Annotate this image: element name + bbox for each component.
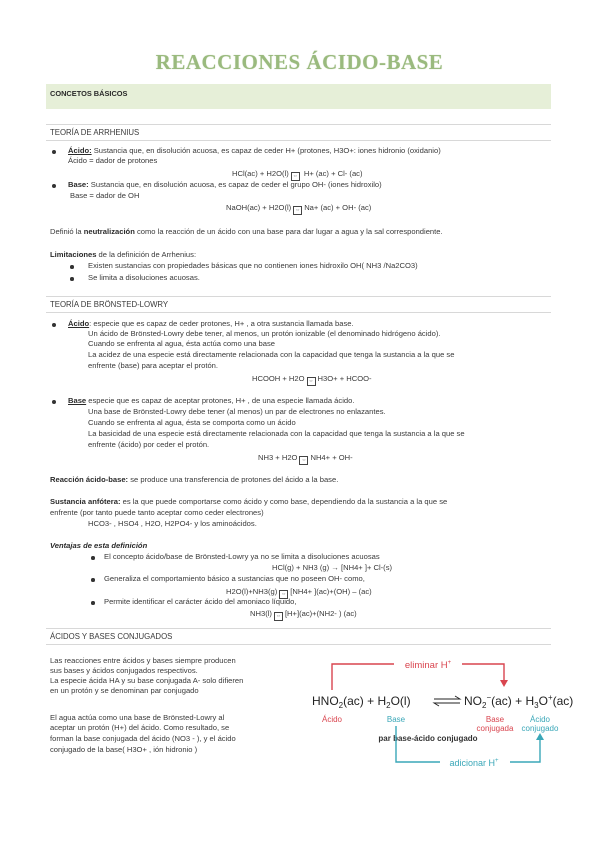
bronsted-acid-line: Cuando se enfrenta al agua, ésta actúa como una base — [88, 339, 276, 348]
bullet-icon — [52, 323, 56, 327]
label-base-conjugada-1: Base — [485, 715, 505, 724]
bronsted-acid-line: Un ácido de Brönsted-Lowry debe tener, al menos, un protón ionizable (el denominado hidrógeno ácido). — [88, 329, 441, 338]
label-base: Base — [386, 715, 406, 724]
arrhenius-base-line2: Base = dador de OH — [70, 191, 140, 200]
bronsted-base-line: enfrente (ácido) por ceder el protón. — [88, 440, 210, 449]
advantage-item: Generaliza el comportamiento básico a sustancias que no poseen OH- como, — [104, 574, 365, 583]
advantage-item: El concepto ácido/base de Brönsted-Lowry ya no se limita a disoluciones acuosas — [104, 552, 380, 561]
bullet-icon — [70, 277, 74, 281]
advantage-equation: H2O(l)+NH3(g) ⇔ [NH4+ ](ac)+(OH) – (ac) — [226, 587, 372, 597]
label-par-conjugado: par base-ácido conjugado — [378, 734, 478, 743]
label-acido-conjugado-1: Ácido — [529, 715, 551, 724]
label-base-conjugada-2: conjugada — [476, 724, 514, 733]
add-proton-label: adicionar H+ — [449, 758, 499, 768]
remove-proton-label: eliminar H+ — [404, 660, 452, 671]
page-title: REACCIONES ÁCIDO-BASE — [155, 50, 444, 74]
water-paragraph-line: aceptar un protón (H+) del ácido. Como resultado, se — [50, 723, 230, 732]
water-paragraph-line: forman la base conjugada del ácido (NO3 - ), y el ácido — [50, 734, 236, 743]
equilibrium-arrow-icon — [434, 696, 460, 706]
arrhenius-limitations: Limitaciones de la definición de Arrhenius: — [50, 250, 197, 259]
conjugate-paragraph-line: Las reacciones entre ácidos y bases siempre producen — [50, 656, 236, 665]
water-paragraph-line: conjugado de la base( H3O+ , ión hidronio ) — [50, 745, 198, 754]
bullet-icon — [91, 601, 95, 605]
amphoteric-def: Sustancia anfótera: es la que puede comportarse como ácido y como base, dependiendo da la sustancia a la que se — [50, 497, 448, 506]
arrow-head-icon — [536, 733, 544, 740]
limitation-item: Se limita a disoluciones acuosas. — [88, 273, 200, 282]
bronsted-acid-line: La acidez de una especie está directamente relacionada con la capacidad que tenga la sustancia a la que se — [88, 350, 455, 359]
advantages-heading: Ventajas de esta definición — [50, 541, 148, 550]
conjugate-paragraph-line: sus bases y ácidos conjugados respectivos. — [50, 666, 198, 675]
advantage-equation: HCl(g) + NH3 (g) → [NH4+ ]+ Cl-(s) — [272, 563, 393, 572]
section-conceptos-title: CONCETOS BÁSICOS — [50, 89, 128, 98]
equilibrium-arrow-icon: ⇔ — [295, 207, 301, 213]
bronsted-base-line: Cuando se enfrenta al agua, ésta se comporta como un ácido — [88, 418, 296, 427]
divider — [46, 312, 551, 313]
water-paragraph-line: El agua actúa como una base de Brönsted-Lowry al — [50, 713, 225, 722]
divider — [46, 644, 551, 645]
arrhenius-acid-line2: Ácido = dador de protones — [68, 156, 158, 165]
bronsted-acid-line: enfrente (base) para aceptar el protón. — [88, 361, 219, 370]
bullet-icon — [52, 400, 56, 404]
bronsted-acid-equation: HCOOH + H2O ⇔ H3O+ + HCOO- — [252, 374, 372, 384]
arrhenius-base-equation: NaOH(ac) + H2O(l) ⇔ Na+ (ac) + OH- (ac) — [226, 203, 372, 213]
section-conjugados-title: ÁCIDOS Y BASES CONJUGADOS — [50, 632, 173, 641]
label-acido-conjugado-2: conjugado — [521, 724, 559, 733]
bronsted-base-line: La basicidad de una especie está directamente relacionada con la capacidad que tenga la sustancia a la que se — [88, 429, 465, 438]
arrow-head-icon — [500, 680, 508, 687]
conjugate-equation — [312, 693, 573, 710]
amphoteric-line2: enfrente (por tanto puede tanto aceptar como ceder electrones) — [50, 508, 264, 517]
bullet-icon — [91, 556, 95, 560]
conjugate-paragraph-line: en un protón y se denominan par conjugado — [50, 686, 199, 695]
arrhenius-acid-equation: HCl(ac) + H2O(l) ⇔ H+ (ac) + Cl- (ac) — [232, 169, 363, 179]
divider — [46, 140, 551, 141]
bullet-icon — [52, 184, 56, 188]
equilibrium-arrow-icon: ⇔ — [275, 613, 281, 619]
advantage-equation: NH3(l) ⇔ [H+](ac)+(NH2- ) (ac) — [250, 609, 357, 619]
equilibrium-arrow-icon: ⇔ — [301, 457, 307, 463]
divider — [46, 124, 551, 125]
amphoteric-examples: HCO3- , HSO4 , H2O, H2PO4- y los aminoácidos. — [88, 519, 257, 528]
bronsted-base-line: Una base de Brönsted-Lowry debe tener (al menos) un par de electrones no enlazantes. — [88, 407, 386, 416]
divider — [46, 296, 551, 297]
bronsted-base-equation: NH3 + H2O ⇔ NH4+ + OH- — [258, 453, 353, 463]
equilibrium-arrow-icon: ⇔ — [308, 378, 314, 384]
bronsted-acid-def: Ácido: especie que es capaz de ceder protones, H+ , a otra sustancia llamada base. — [68, 319, 354, 328]
bullet-icon — [91, 578, 95, 582]
arrhenius-base-def: Base: Sustancia que, en disolución acuosa, es capaz de ceder el grupo OH- (iones hidroxilo) — [68, 180, 382, 189]
label-acido: Ácido — [321, 715, 343, 724]
bullet-icon — [70, 265, 74, 269]
bullet-icon — [52, 150, 56, 154]
equilibrium-arrow-icon: ⇔ — [281, 591, 287, 597]
bronsted-base-def: Base especie que es capaz de aceptar protones, H+ , de una especie llamada ácido. — [68, 396, 355, 405]
acid-base-reaction-def: Reacción ácido-base: se produce una transferencia de protones del ácido a la base. — [50, 475, 339, 484]
equation-left: $HNO_2(ac) + H_2O(l)$ — [312, 694, 411, 710]
section-bronsted-title: TEORÍA DE BRÖNSTED-LOWRY — [50, 300, 169, 309]
advantage-item: Permite identificar el carácter ácido del amoniaco líquido, — [104, 597, 297, 606]
section-arrhenius-title: TEORÍA DE ARRHENIUS — [50, 128, 140, 137]
arrhenius-acid-def: Ácido: Sustancia que, en disolución acuosa, es capaz de ceder H+ (protones, H3O+: iones hidronio (oxidanio) — [68, 146, 441, 155]
divider — [46, 628, 551, 629]
conjugate-pair-diagram — [308, 650, 574, 772]
conjugate-paragraph-line: La especie ácida HA y su base conjugada A- solo difieren — [50, 676, 244, 685]
equilibrium-arrow-icon: ⇔ — [292, 173, 298, 179]
limitation-item: Existen sustancias con propiedades básicas que no contienen iones hidroxilo OH( NH3 /Na2CO3) — [88, 261, 418, 270]
equation-right: $NO_2^-(ac) + H_3O^+(ac)$ — [464, 693, 574, 710]
arrhenius-neutralization: Definió la neutralización como la reacción de un ácido con una base para dar lugar a agua y la sal correspondiente. — [50, 227, 443, 236]
